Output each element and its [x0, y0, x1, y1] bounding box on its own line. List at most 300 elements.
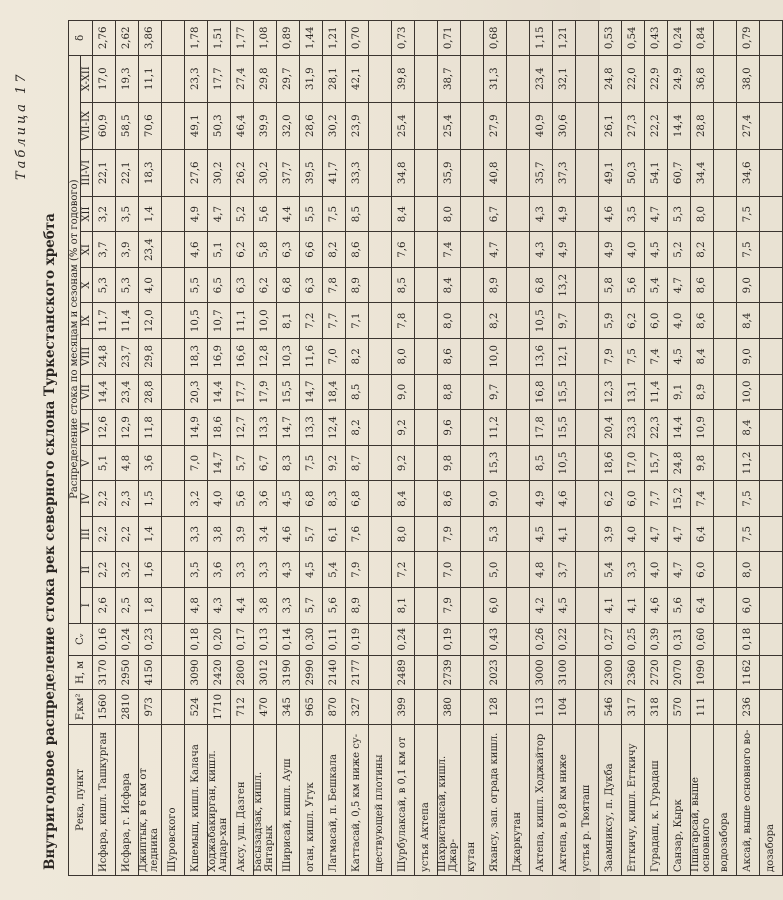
- cell-month: [162, 374, 185, 410]
- cell-season: 54,1: [645, 149, 668, 196]
- table-number-label: Таблица 17: [14, 71, 29, 180]
- cell-month: 12,0: [139, 303, 162, 339]
- cell-season: 27,9: [484, 102, 507, 149]
- cell-month: [760, 267, 783, 303]
- cell-month: 3,7: [553, 552, 576, 588]
- cell-height: 2739: [438, 655, 461, 689]
- cell-month: 12,1: [553, 339, 576, 375]
- cell-area: [461, 690, 484, 724]
- cell-season: 60,7: [668, 149, 691, 196]
- cell-delta: 0,70: [346, 21, 369, 56]
- cell-river: оган, кишл. Угук: [300, 724, 323, 875]
- cell-area: [369, 690, 392, 724]
- cell-month: 7,9: [346, 552, 369, 588]
- cell-month: 6,3: [277, 232, 300, 268]
- cell-area: 524: [185, 690, 208, 724]
- cell-month: [162, 516, 185, 552]
- cell-month: 14,9: [185, 410, 208, 446]
- cell-month: 5,8: [254, 232, 277, 268]
- cell-area: [162, 690, 185, 724]
- cell-season: 23,3: [185, 55, 208, 102]
- cell-month: 8,7: [346, 445, 369, 481]
- cell-river: устья р. Тюяташ: [576, 724, 599, 875]
- cell-area: 345: [277, 690, 300, 724]
- cell-cv: 0,14: [277, 623, 300, 655]
- cell-month: [576, 196, 599, 232]
- cell-month: 4,8: [530, 552, 553, 588]
- cell-month: 29,8: [139, 339, 162, 375]
- cell-delta: 0,84: [691, 21, 714, 56]
- cell-month: [760, 339, 783, 375]
- cell-month: 3,8: [254, 588, 277, 624]
- cell-month: 10,0: [254, 303, 277, 339]
- cell-month: [369, 374, 392, 410]
- cell-month: 18,3: [185, 339, 208, 375]
- cell-month: [714, 552, 737, 588]
- cell-month: 7,2: [300, 303, 323, 339]
- cell-delta: 2,76: [93, 21, 116, 56]
- cell-month: [415, 552, 438, 588]
- cell-month: 3,6: [254, 481, 277, 517]
- cell-cv: [507, 623, 530, 655]
- cell-season: 24,9: [668, 55, 691, 102]
- cell-season: 39,9: [254, 102, 277, 149]
- cell-month: 15,5: [553, 410, 576, 446]
- cell-month: [415, 481, 438, 517]
- cell-month: 8,9: [484, 267, 507, 303]
- cell-area: 327: [346, 690, 369, 724]
- cell-cv: 0,60: [691, 623, 714, 655]
- col-header-height: H, м: [69, 655, 93, 689]
- cell-month: 1,4: [139, 196, 162, 232]
- cell-month: 14,4: [668, 410, 691, 446]
- cell-month: 8,4: [392, 196, 415, 232]
- cell-season: [162, 102, 185, 149]
- cell-month: 5,3: [484, 516, 507, 552]
- cell-month: 9,6: [438, 410, 461, 446]
- cell-month: 8,0: [392, 339, 415, 375]
- cell-month: 6,8: [346, 481, 369, 517]
- cell-river: Санзар, Кырк: [668, 724, 691, 875]
- cell-month: 5,8: [599, 267, 622, 303]
- cell-season: [576, 102, 599, 149]
- cell-month: 11,1: [231, 303, 254, 339]
- cell-month: 17,8: [530, 410, 553, 446]
- col-header-month: II: [81, 552, 93, 588]
- cell-month: 5,6: [231, 481, 254, 517]
- cell-month: 8,8: [438, 374, 461, 410]
- cell-season: 14,4: [668, 102, 691, 149]
- cell-month: [415, 410, 438, 446]
- cell-month: 14,7: [277, 410, 300, 446]
- header-row-top: [69, 21, 81, 876]
- col-header-month: V: [81, 445, 93, 481]
- table-row: [369, 21, 392, 876]
- table-row: [599, 21, 622, 876]
- cell-height: [162, 655, 185, 689]
- cell-month: 2,2: [93, 552, 116, 588]
- cell-month: [461, 410, 484, 446]
- cell-height: 2489: [392, 655, 415, 689]
- table-row: [714, 21, 737, 876]
- cell-month: 12,7: [231, 410, 254, 446]
- cell-season: 46,4: [231, 102, 254, 149]
- cell-month: [415, 267, 438, 303]
- cell-month: 13,2: [553, 267, 576, 303]
- cell-month: 6,8: [277, 267, 300, 303]
- cell-month: 7,9: [599, 339, 622, 375]
- cell-month: 9,0: [484, 481, 507, 517]
- cell-month: 9,2: [323, 445, 346, 481]
- cell-month: [760, 410, 783, 446]
- cell-cv: 0,13: [254, 623, 277, 655]
- cell-month: [162, 481, 185, 517]
- cell-month: 9,8: [691, 445, 714, 481]
- table-row: [254, 21, 277, 876]
- cell-month: 7,0: [185, 445, 208, 481]
- cell-month: 7,6: [346, 516, 369, 552]
- cell-season: 26,1: [599, 102, 622, 149]
- cell-month: [714, 481, 737, 517]
- cell-month: [576, 303, 599, 339]
- cell-delta: 0,54: [622, 21, 645, 56]
- cell-season: [162, 149, 185, 196]
- cell-season: 32,1: [553, 55, 576, 102]
- cell-river: устья Актепа: [415, 724, 438, 875]
- cell-month: 3,4: [254, 516, 277, 552]
- cell-season: [415, 55, 438, 102]
- cell-month: 5,9: [599, 303, 622, 339]
- cell-season: 27,4: [737, 102, 760, 149]
- cell-month: [369, 552, 392, 588]
- cell-month: [576, 552, 599, 588]
- cell-month: [507, 516, 530, 552]
- cell-month: 6,4: [691, 588, 714, 624]
- cell-month: [576, 445, 599, 481]
- cell-season: 19,3: [116, 55, 139, 102]
- cell-river: Яхансу, зап. ограда кишл.: [484, 724, 507, 875]
- cell-month: 10,7: [208, 303, 231, 339]
- cell-river: водозабора: [714, 724, 737, 875]
- cell-month: 8,6: [346, 232, 369, 268]
- cell-season: 58,5: [116, 102, 139, 149]
- cell-month: 4,7: [668, 267, 691, 303]
- cell-season: 22,0: [622, 55, 645, 102]
- cell-season: [162, 55, 185, 102]
- cell-height: [714, 655, 737, 689]
- cell-delta: [369, 21, 392, 56]
- cell-month: 4,5: [277, 481, 300, 517]
- cell-river: Басызадзак, кишл. Янтарык: [254, 724, 277, 875]
- cell-season: 22,9: [645, 55, 668, 102]
- cell-month: [461, 374, 484, 410]
- cell-month: [461, 481, 484, 517]
- cell-month: [714, 339, 737, 375]
- cell-river: Джаркутан: [507, 724, 530, 875]
- cell-month: 8,5: [346, 196, 369, 232]
- cell-month: 3,9: [231, 516, 254, 552]
- cell-month: [507, 410, 530, 446]
- cell-month: 7,0: [323, 339, 346, 375]
- cell-month: 4,5: [553, 588, 576, 624]
- cell-season: [576, 55, 599, 102]
- cell-month: 4,1: [599, 588, 622, 624]
- cell-cv: 0,18: [737, 623, 760, 655]
- cell-height: [507, 655, 530, 689]
- cell-season: 30,6: [553, 102, 576, 149]
- cell-river: дозабора: [760, 724, 783, 875]
- cell-month: 15,5: [553, 374, 576, 410]
- cell-month: [507, 374, 530, 410]
- cell-season: 50,3: [622, 149, 645, 196]
- cell-season: 24,8: [599, 55, 622, 102]
- cell-month: 5,6: [254, 196, 277, 232]
- cell-month: 6,0: [645, 303, 668, 339]
- cell-season: 34,8: [392, 149, 415, 196]
- cell-month: 3,2: [185, 481, 208, 517]
- cell-month: [760, 552, 783, 588]
- cell-area: 236: [737, 690, 760, 724]
- cell-season: 38,7: [438, 55, 461, 102]
- cell-cv: 0,17: [231, 623, 254, 655]
- cell-area: 973: [139, 690, 162, 724]
- table-row: [737, 21, 760, 876]
- cell-river: Актепа, кишл. Ходжайтор: [530, 724, 553, 875]
- cell-month: 3,2: [93, 196, 116, 232]
- cell-month: [760, 516, 783, 552]
- cell-season: 38,0: [737, 55, 760, 102]
- cell-river: Етгкичу, кишл. Етткичу: [622, 724, 645, 875]
- table-row: [277, 21, 300, 876]
- cell-height: 2990: [300, 655, 323, 689]
- cell-river: Аксу, уш. Дазген: [231, 724, 254, 875]
- cell-month: 4,3: [530, 196, 553, 232]
- cell-cv: 0,22: [553, 623, 576, 655]
- cell-month: 8,9: [346, 588, 369, 624]
- cell-month: 4,0: [208, 481, 231, 517]
- cell-month: 9,8: [438, 445, 461, 481]
- cell-month: 4,5: [668, 339, 691, 375]
- cell-cv: 0,16: [93, 623, 116, 655]
- cell-month: 6,2: [254, 267, 277, 303]
- cell-month: 5,3: [668, 196, 691, 232]
- cell-delta: 0,53: [599, 21, 622, 56]
- cell-month: [507, 445, 530, 481]
- cell-month: [714, 445, 737, 481]
- cell-month: 10,5: [530, 303, 553, 339]
- cell-month: 10,5: [185, 303, 208, 339]
- cell-delta: [576, 21, 599, 56]
- cell-month: 4,6: [645, 588, 668, 624]
- cell-month: 3,3: [254, 552, 277, 588]
- cell-month: 8,2: [323, 232, 346, 268]
- cell-season: 37,3: [553, 149, 576, 196]
- cell-month: 24,8: [668, 445, 691, 481]
- cell-month: 12,9: [116, 410, 139, 446]
- cell-month: [415, 232, 438, 268]
- cell-season: [461, 102, 484, 149]
- cell-area: 113: [530, 690, 553, 724]
- cell-month: [369, 339, 392, 375]
- cell-month: 6,8: [530, 267, 553, 303]
- cell-delta: 3,86: [139, 21, 162, 56]
- cell-month: 9,2: [392, 445, 415, 481]
- cell-height: 2800: [231, 655, 254, 689]
- cell-month: 6,0: [691, 552, 714, 588]
- cell-month: 3,3: [622, 552, 645, 588]
- cell-season: 23,9: [346, 102, 369, 149]
- cell-month: 3,9: [599, 516, 622, 552]
- cell-area: 570: [668, 690, 691, 724]
- cell-cv: 0,18: [185, 623, 208, 655]
- cell-season: 35,7: [530, 149, 553, 196]
- cell-area: [576, 690, 599, 724]
- cell-month: 4,9: [599, 232, 622, 268]
- cell-height: 2950: [116, 655, 139, 689]
- cell-cv: 0,19: [438, 623, 461, 655]
- cell-month: 8,9: [346, 267, 369, 303]
- cell-month: 7,8: [392, 303, 415, 339]
- cell-month: 8,0: [691, 196, 714, 232]
- cell-season: 26,2: [231, 149, 254, 196]
- cell-month: 7,0: [438, 552, 461, 588]
- cell-month: 7,5: [323, 196, 346, 232]
- cell-season: [714, 102, 737, 149]
- cell-season: [576, 149, 599, 196]
- cell-month: 2,6: [93, 588, 116, 624]
- cell-month: [461, 588, 484, 624]
- cell-delta: 1,51: [208, 21, 231, 56]
- cell-month: [576, 267, 599, 303]
- cell-season: 39,5: [300, 149, 323, 196]
- cell-area: 870: [323, 690, 346, 724]
- cell-month: 8,2: [346, 339, 369, 375]
- table-row: [530, 21, 553, 876]
- cell-month: [760, 481, 783, 517]
- table-row: [93, 21, 116, 876]
- cell-month: 15,5: [277, 374, 300, 410]
- cell-season: 40,9: [530, 102, 553, 149]
- cell-river: Шуровского: [162, 724, 185, 875]
- cell-month: [576, 339, 599, 375]
- cell-month: 3,8: [208, 516, 231, 552]
- cell-month: 5,5: [300, 196, 323, 232]
- cell-month: [369, 445, 392, 481]
- cell-delta: 0,68: [484, 21, 507, 56]
- cell-season: 50,3: [208, 102, 231, 149]
- table-row: [438, 21, 461, 876]
- cell-season: 40,8: [484, 149, 507, 196]
- cell-month: 12,4: [323, 410, 346, 446]
- col-header-month: I: [81, 588, 93, 624]
- cell-month: 13,6: [530, 339, 553, 375]
- table-row: [231, 21, 254, 876]
- cell-height: 3090: [185, 655, 208, 689]
- cell-month: 10,5: [553, 445, 576, 481]
- table-row: [300, 21, 323, 876]
- cell-month: [369, 410, 392, 446]
- cell-month: 7,7: [323, 303, 346, 339]
- cell-month: [162, 445, 185, 481]
- cell-month: 4,7: [645, 516, 668, 552]
- runoff-table: [68, 20, 783, 876]
- cell-month: 4,2: [530, 588, 553, 624]
- cell-month: 11,4: [116, 303, 139, 339]
- cell-month: 8,3: [323, 481, 346, 517]
- cell-season: 34,6: [737, 149, 760, 196]
- cell-month: 18,6: [599, 445, 622, 481]
- cell-month: 13,3: [300, 410, 323, 446]
- cell-month: 2,2: [93, 481, 116, 517]
- cell-month: 4,3: [277, 552, 300, 588]
- cell-area: 1560: [93, 690, 116, 724]
- cell-month: 4,7: [645, 196, 668, 232]
- cell-month: [714, 410, 737, 446]
- cell-month: [760, 588, 783, 624]
- cell-month: [714, 196, 737, 232]
- table-row: [415, 21, 438, 876]
- cell-month: 4,0: [668, 303, 691, 339]
- cell-height: 4150: [139, 655, 162, 689]
- col-header-cv: Cᵥ: [69, 623, 93, 655]
- cell-month: 5,7: [300, 516, 323, 552]
- cell-season: 28,6: [300, 102, 323, 149]
- cell-month: 18,4: [323, 374, 346, 410]
- cell-month: 11,8: [139, 410, 162, 446]
- cell-month: 7,5: [622, 339, 645, 375]
- cell-month: 8,1: [277, 303, 300, 339]
- cell-month: 5,2: [668, 232, 691, 268]
- cell-month: [369, 516, 392, 552]
- cell-height: [461, 655, 484, 689]
- cell-month: 5,4: [645, 267, 668, 303]
- cell-month: 3,7: [93, 232, 116, 268]
- col-header-month: IX: [81, 303, 93, 339]
- cell-month: 4,5: [530, 516, 553, 552]
- cell-month: 6,0: [622, 481, 645, 517]
- table-row: [461, 21, 484, 876]
- cell-month: 4,8: [116, 445, 139, 481]
- cell-month: 5,6: [668, 588, 691, 624]
- cell-month: [162, 410, 185, 446]
- cell-river: Джиптык, в 6 км от ледника: [139, 724, 162, 875]
- cell-month: [162, 232, 185, 268]
- cell-month: 8,6: [438, 481, 461, 517]
- cell-month: 4,0: [622, 232, 645, 268]
- cell-month: [461, 303, 484, 339]
- cell-season: [415, 149, 438, 196]
- cell-month: 5,7: [231, 445, 254, 481]
- cell-month: [760, 445, 783, 481]
- cell-month: 8,0: [392, 516, 415, 552]
- cell-height: 3012: [254, 655, 277, 689]
- cell-season: 25,4: [438, 102, 461, 149]
- cell-river: Аксай, выше основного во-: [737, 724, 760, 875]
- cell-river: Лагмасай, п. Бешкала: [323, 724, 346, 875]
- cell-height: [760, 655, 783, 689]
- cell-river: Исфара, кишл. Ташкурган: [93, 724, 116, 875]
- cell-month: 2,3: [116, 481, 139, 517]
- cell-month: 16,6: [231, 339, 254, 375]
- table-row: [668, 21, 691, 876]
- cell-delta: 1,44: [300, 21, 323, 56]
- cell-month: 6,1: [323, 516, 346, 552]
- cell-month: [162, 552, 185, 588]
- cell-month: [507, 481, 530, 517]
- cell-river: ществующей плотины: [369, 724, 392, 875]
- cell-month: [415, 339, 438, 375]
- cell-season: 30,2: [254, 149, 277, 196]
